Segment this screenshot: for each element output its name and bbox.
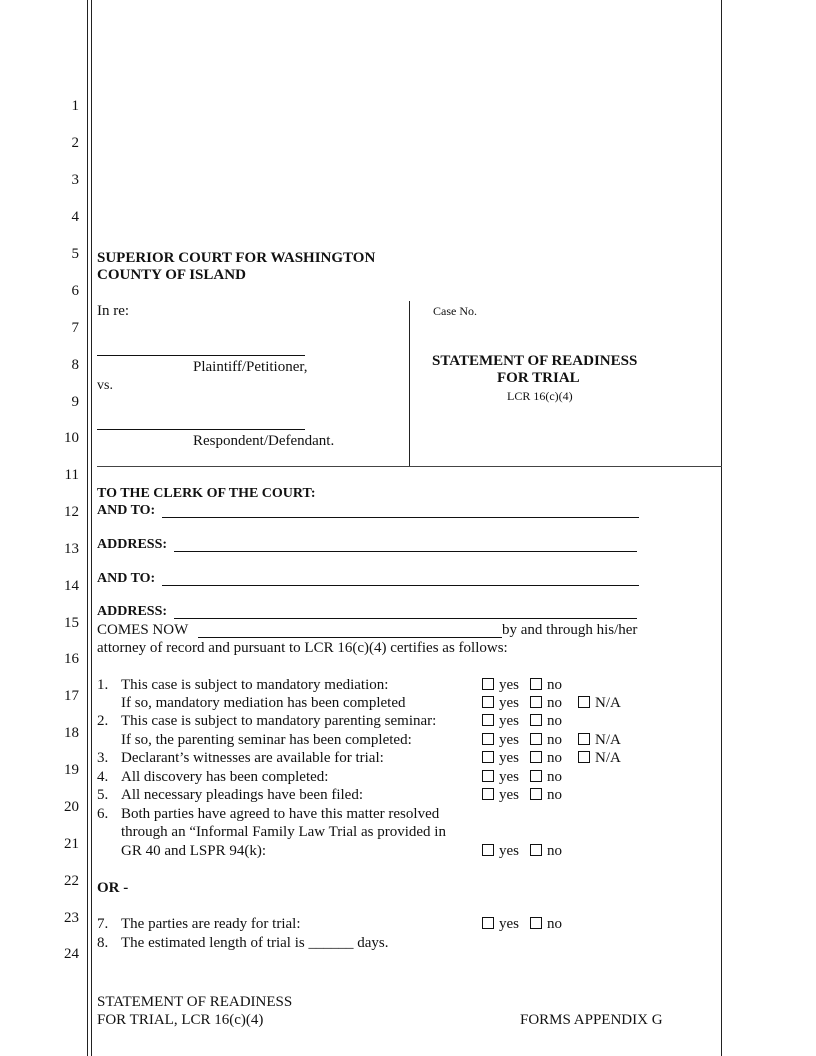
item-text: If so, the parenting seminar has been completed: xyxy=(121,732,412,748)
item-number: 4. xyxy=(97,769,109,785)
yes-checkbox[interactable] xyxy=(482,916,519,933)
respondent-name-line[interactable] xyxy=(97,429,305,430)
yes-checkbox[interactable] xyxy=(482,750,519,767)
checkbox-icon[interactable] xyxy=(482,733,494,745)
certification-text: attorney of record and pursuant to LCR 16(c)(4) certifies as follows: xyxy=(97,640,508,656)
checkbox-icon[interactable] xyxy=(530,733,542,745)
and-to-label-2: AND TO: xyxy=(97,571,156,586)
caption-divider xyxy=(409,301,410,467)
item-text: GR 40 and LSPR 94(k): xyxy=(121,843,267,859)
respondent-label: Respondent/Defendant. xyxy=(193,433,335,449)
line-number: 11 xyxy=(64,467,79,483)
line-number: 1 xyxy=(71,98,79,114)
checkbox-label: no xyxy=(547,713,562,729)
line-number: 14 xyxy=(64,578,79,594)
checkbox-icon[interactable] xyxy=(530,770,542,782)
court-name: SUPERIOR COURT FOR WASHINGTON xyxy=(97,250,376,266)
to-clerk-heading: TO THE CLERK OF THE COURT: xyxy=(97,486,316,501)
checkbox-icon[interactable] xyxy=(530,751,542,763)
days-label: days. xyxy=(357,935,389,951)
plaintiff-name-line[interactable] xyxy=(97,355,305,356)
checkbox-label: no xyxy=(547,787,562,803)
caption-bottom-rule xyxy=(97,466,722,467)
no-checkbox[interactable] xyxy=(530,843,562,860)
item-text: All discovery has been completed: xyxy=(121,769,329,785)
checkbox-icon[interactable] xyxy=(530,844,542,856)
checkbox-icon[interactable] xyxy=(530,714,542,726)
checkbox-label: N/A xyxy=(595,750,621,766)
checkbox-label: N/A xyxy=(595,695,621,711)
line-number: 19 xyxy=(64,762,79,778)
and-to-line-2[interactable] xyxy=(162,585,639,586)
line-number: 8 xyxy=(71,357,79,373)
no-checkbox[interactable] xyxy=(530,916,562,933)
checkbox-label: no xyxy=(547,769,562,785)
checkbox-icon[interactable] xyxy=(530,917,542,929)
vs-label: vs. xyxy=(97,378,113,393)
checkbox-icon[interactable] xyxy=(482,696,494,708)
no-checkbox[interactable] xyxy=(530,677,562,694)
right-margin-rule xyxy=(721,0,722,1056)
yes-checkbox[interactable] xyxy=(482,787,519,804)
line-number: 4 xyxy=(71,209,79,225)
yes-checkbox[interactable] xyxy=(482,677,519,694)
item-text: All necessary pleadings have been filed: xyxy=(121,787,363,803)
item-text: This case is subject to mandatory parenting seminar: xyxy=(121,713,437,729)
na-checkbox[interactable] xyxy=(578,695,621,712)
item-text: If so, mandatory mediation has been completed xyxy=(121,695,406,711)
item-text: Both parties have agreed to have this matter resolved xyxy=(121,806,440,822)
line-number: 10 xyxy=(64,430,79,446)
item-number: 3. xyxy=(97,750,109,766)
checkbox-icon[interactable] xyxy=(578,733,590,745)
item-number: 2. xyxy=(97,713,109,729)
court-county: COUNTY OF ISLAND xyxy=(97,267,246,283)
plaintiff-label: Plaintiff/Petitioner, xyxy=(193,359,308,375)
checkbox-label: yes xyxy=(499,769,519,785)
na-checkbox[interactable] xyxy=(578,750,621,767)
address-line-1[interactable] xyxy=(174,551,637,552)
footer-appendix: FORMS APPENDIX G xyxy=(520,1012,663,1028)
checkbox-label: yes xyxy=(499,713,519,729)
address-label-2: ADDRESS: xyxy=(97,604,168,619)
line-number: 13 xyxy=(64,541,79,557)
line-number: 20 xyxy=(64,799,79,815)
left-margin-rule-inner xyxy=(91,0,92,1056)
no-checkbox[interactable] xyxy=(530,713,562,730)
item-number: 5. xyxy=(97,787,109,803)
no-checkbox[interactable] xyxy=(530,750,562,767)
checkbox-icon[interactable] xyxy=(482,788,494,800)
yes-checkbox[interactable] xyxy=(482,769,519,786)
item-text: Declarant’s witnesses are available for trial: xyxy=(121,750,384,766)
checkbox-icon[interactable] xyxy=(530,788,542,800)
line-number: 23 xyxy=(64,910,79,926)
no-checkbox[interactable] xyxy=(530,769,562,786)
checkbox-icon[interactable] xyxy=(530,678,542,690)
checkbox-label: yes xyxy=(499,750,519,766)
item-number: 6. xyxy=(97,806,109,822)
no-checkbox[interactable] xyxy=(530,732,562,749)
checkbox-label: no xyxy=(547,843,562,859)
no-checkbox[interactable] xyxy=(530,787,562,804)
address-line-2[interactable] xyxy=(174,618,637,619)
checkbox-icon[interactable] xyxy=(530,696,542,708)
footer-title-line2: FOR TRIAL, LCR 16(c)(4) xyxy=(97,1012,264,1028)
item-number: 8. xyxy=(97,935,109,951)
checkbox-label: yes xyxy=(499,695,519,711)
document-title-line2: FOR TRIAL xyxy=(497,370,580,386)
line-number: 5 xyxy=(71,246,79,262)
item-text: through an “Informal Family Law Trial as provided in xyxy=(121,824,446,840)
left-margin-rule-outer xyxy=(87,0,88,1056)
line-number: 7 xyxy=(71,320,79,336)
line-number: 18 xyxy=(64,725,79,741)
line-number: 22 xyxy=(64,873,79,889)
line-number: 21 xyxy=(64,836,79,852)
trial-days-blank[interactable]: ______ xyxy=(308,935,354,951)
yes-checkbox[interactable] xyxy=(482,695,519,712)
item-number: 7. xyxy=(97,916,109,932)
line-number: 2 xyxy=(71,135,79,151)
case-number-label: Case No. xyxy=(433,304,477,318)
line-number: 3 xyxy=(71,172,79,188)
in-re-label: In re: xyxy=(97,303,130,319)
checkbox-icon[interactable] xyxy=(482,844,494,856)
checkbox-label: no xyxy=(547,916,562,932)
item-text: The parties are ready for trial: xyxy=(121,916,301,932)
na-checkbox[interactable] xyxy=(578,732,621,749)
checkbox-label: yes xyxy=(499,732,519,748)
checkbox-label: no xyxy=(547,677,562,693)
checkbox-label: yes xyxy=(499,787,519,803)
comes-now-label: COMES NOW xyxy=(97,622,189,638)
checkbox-label: N/A xyxy=(595,732,621,748)
document-title-line1: STATEMENT OF READINESS xyxy=(432,353,638,369)
line-number: 24 xyxy=(64,946,79,962)
checkbox-label: no xyxy=(547,732,562,748)
trial-length-text: The estimated length of trial is xyxy=(121,935,305,951)
yes-checkbox[interactable] xyxy=(482,843,519,860)
checkbox-label: yes xyxy=(499,677,519,693)
trial-length-row xyxy=(121,935,388,952)
and-to-line-1[interactable] xyxy=(162,517,639,518)
checkbox-icon[interactable] xyxy=(482,770,494,782)
or-label: OR - xyxy=(97,880,129,896)
item-number: 1. xyxy=(97,677,109,693)
line-number: 15 xyxy=(64,615,79,631)
line-number: 12 xyxy=(64,504,79,520)
rule-citation: LCR 16(c)(4) xyxy=(507,389,573,403)
checkbox-icon[interactable] xyxy=(482,917,494,929)
yes-checkbox[interactable] xyxy=(482,713,519,730)
line-number: 16 xyxy=(64,651,79,667)
checkbox-icon[interactable] xyxy=(578,696,590,708)
checkbox-label: no xyxy=(547,695,562,711)
yes-checkbox[interactable] xyxy=(482,732,519,749)
checkbox-label: no xyxy=(547,750,562,766)
checkbox-icon[interactable] xyxy=(482,714,494,726)
address-label-1: ADDRESS: xyxy=(97,537,168,552)
checkbox-label: yes xyxy=(499,843,519,859)
footer-title-line1: STATEMENT OF READINESS xyxy=(97,994,293,1010)
checkbox-label: yes xyxy=(499,916,519,932)
item-text: This case is subject to mandatory mediation: xyxy=(121,677,389,693)
and-to-label-1: AND TO: xyxy=(97,503,156,518)
checkbox-icon[interactable] xyxy=(482,751,494,763)
line-number: 9 xyxy=(71,394,79,410)
line-number: 6 xyxy=(71,283,79,299)
by-and-through-text: by and through his/her xyxy=(502,622,638,638)
party-name-line[interactable] xyxy=(198,637,502,638)
no-checkbox[interactable] xyxy=(530,695,562,712)
checkbox-icon[interactable] xyxy=(578,751,590,763)
checkbox-icon[interactable] xyxy=(482,678,494,690)
line-number: 17 xyxy=(64,688,79,704)
